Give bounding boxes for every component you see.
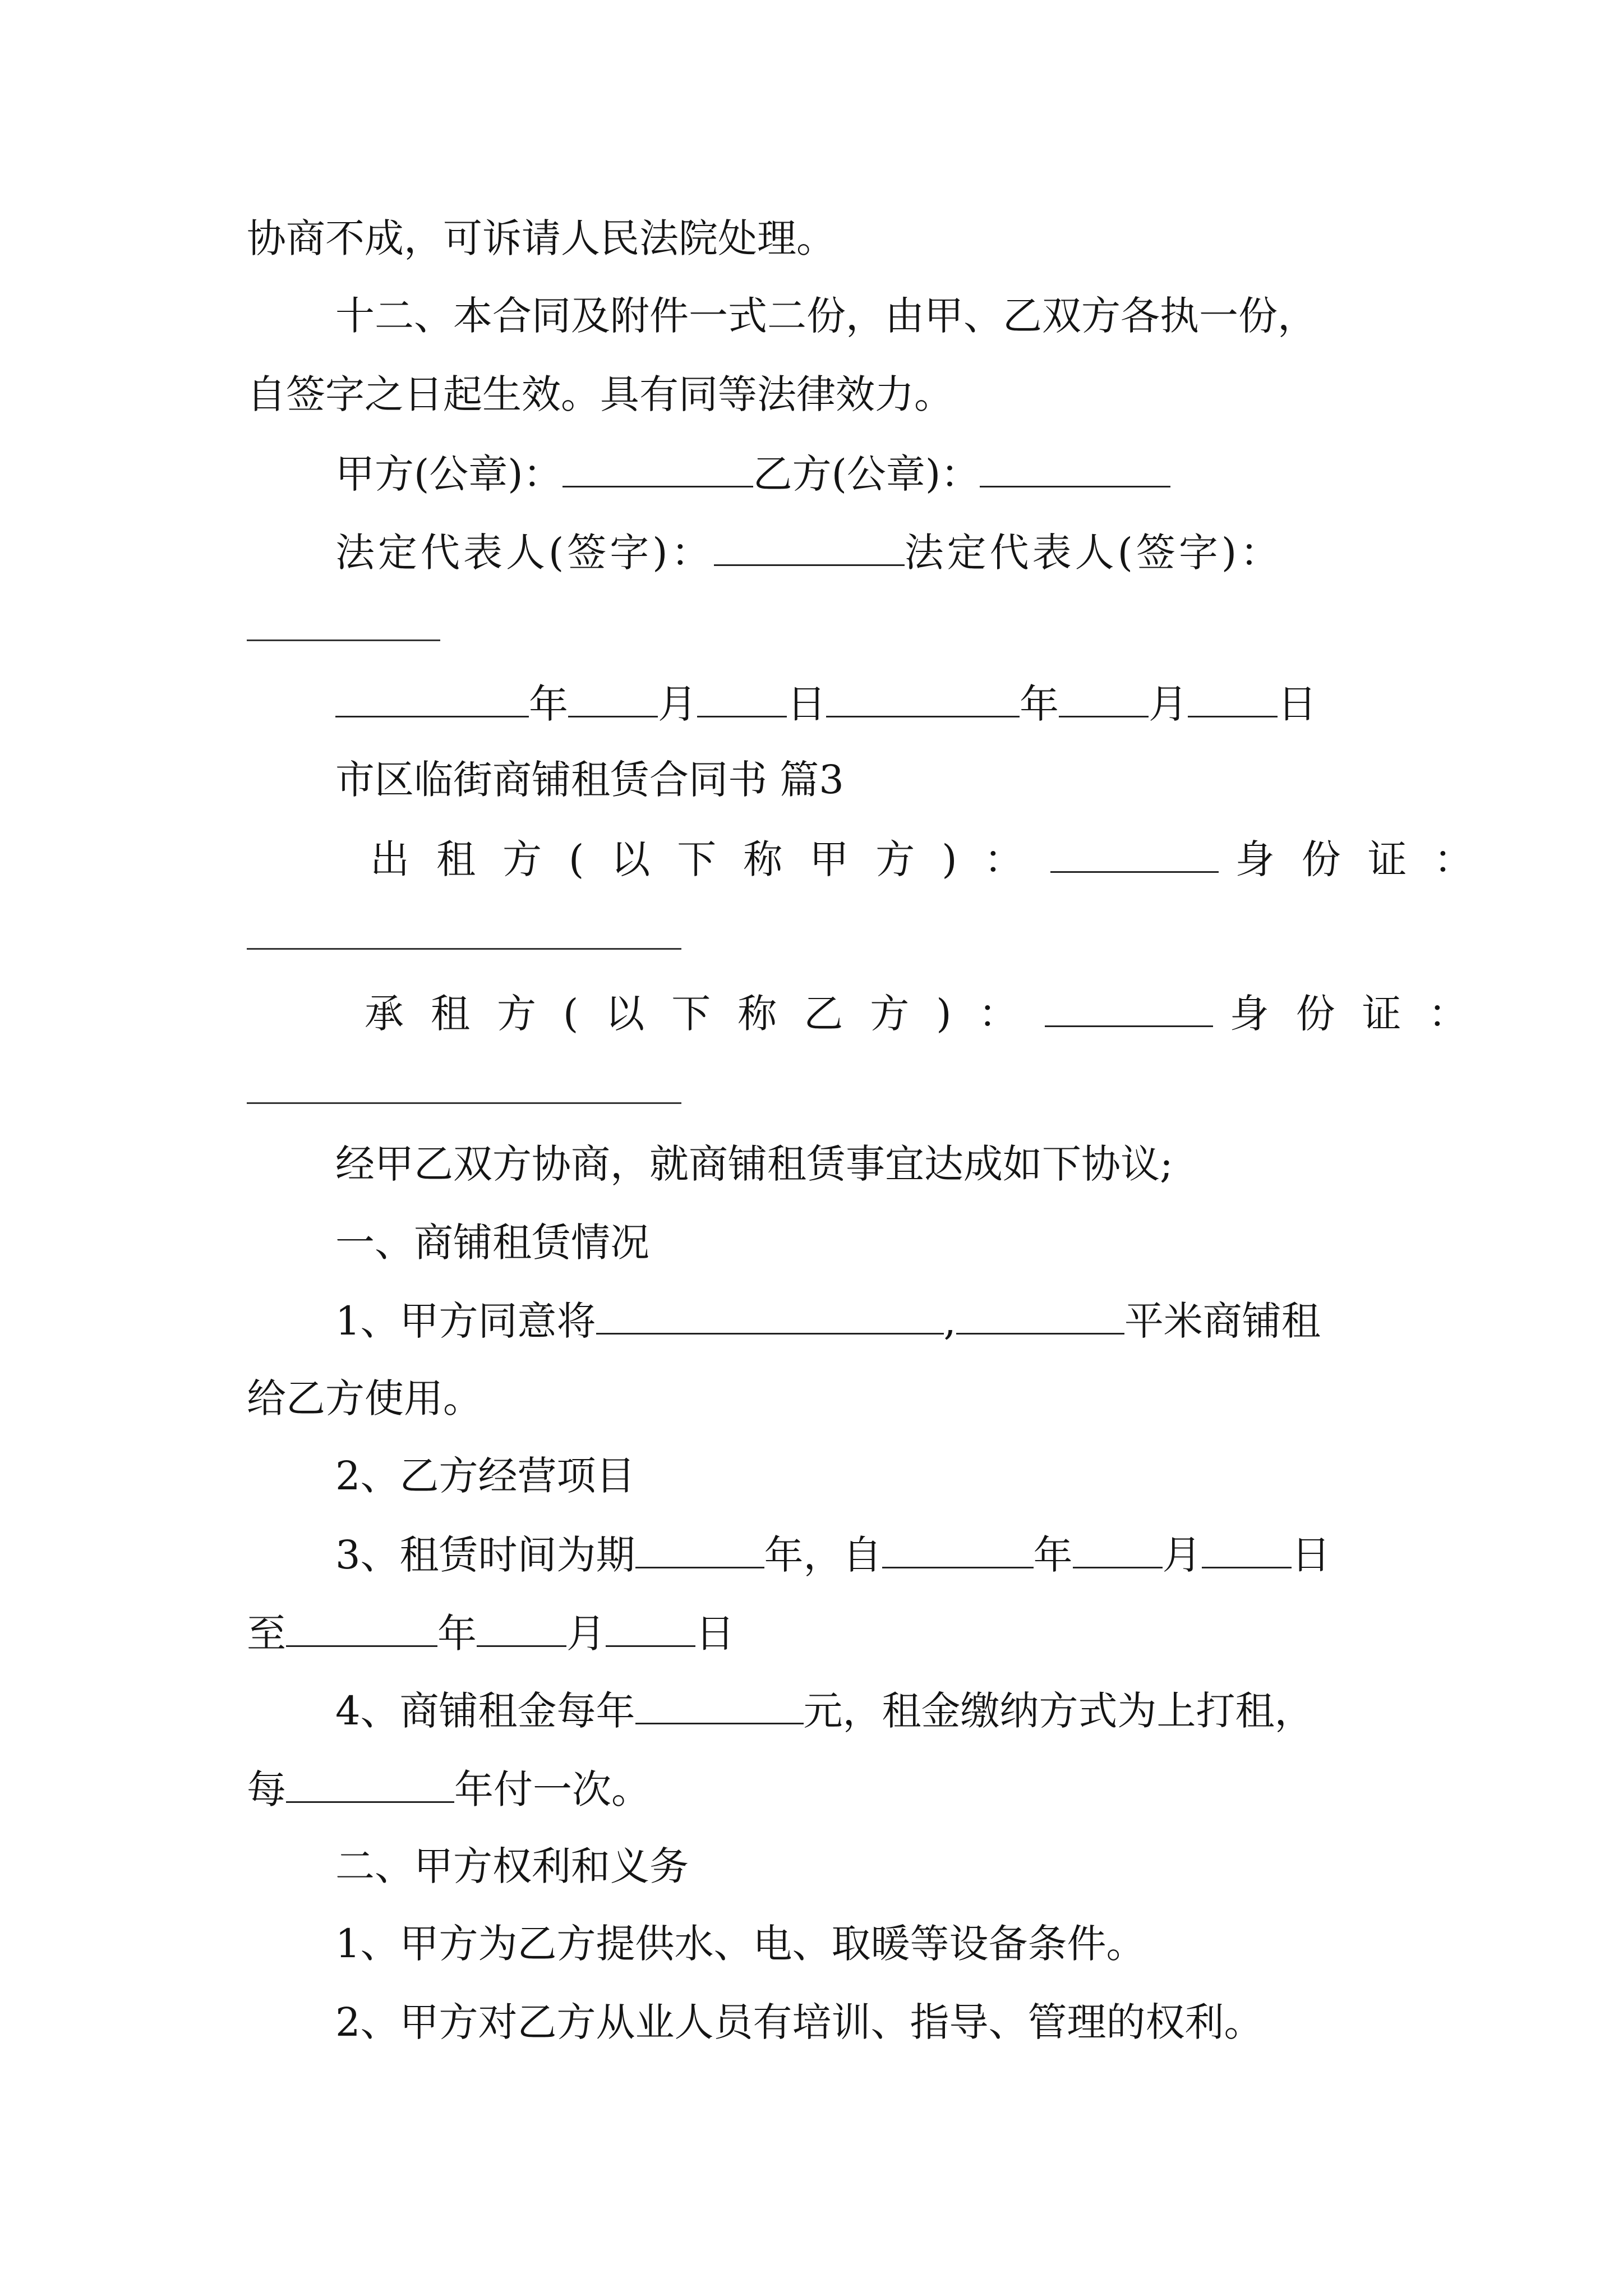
end-day-blank <box>606 1613 695 1647</box>
item-3-line-2: 至 年 月 日 <box>247 1611 735 1657</box>
payment-interval-blank <box>286 1769 454 1803</box>
lessor-id-blank <box>247 948 681 950</box>
shop-location-blank <box>596 1300 944 1335</box>
date-b-month-blank <box>1059 683 1149 717</box>
date-b-year-blank <box>826 683 1020 717</box>
rep-a-blank <box>714 532 905 566</box>
item-2: 2、乙方经营项目 <box>335 1453 635 1499</box>
annual-rent-blank <box>635 1690 804 1724</box>
start-day-blank <box>1202 1534 1292 1568</box>
lessee-id-label: 身份证： <box>1229 991 1495 1037</box>
clause-12-line-2: 自签字之日起生效。具有同等法律效力。 <box>247 371 953 417</box>
party-a-seal-blank <box>562 453 753 487</box>
clause-12-line-1: 十二、本合同及附件一式二份，由甲、乙双方各执一份， <box>335 293 1317 339</box>
start-year-blank <box>882 1534 1034 1568</box>
section-2-heading: 二、甲方权利和义务 <box>335 1843 689 1889</box>
item-1-line-2: 给乙方使用。 <box>247 1375 482 1421</box>
rep-b-label: 法定代表人(签字)： <box>904 530 1283 576</box>
date-a-month-blank <box>568 683 658 717</box>
rep-a-label: 法定代表人(签字)： <box>335 530 714 576</box>
item-1-line-1: 1、甲方同意将 , 平米商铺租 <box>335 1298 1321 1344</box>
section-2-item-2: 2、甲方对乙方从业人员有培训、指导、管理的权利。 <box>335 1999 1264 2045</box>
item-3-line-1: 3、租赁时间为期 年，自 年 月 日 <box>335 1532 1331 1578</box>
item-4-line-1: 4、商铺租金每年 元，租金缴纳方式为上打租， <box>335 1688 1314 1734</box>
lessor-line <box>370 836 1500 882</box>
lessor-name-blank <box>1050 839 1219 873</box>
agreement-intro: 经甲乙双方协商，就商铺租赁事宜达成如下协议; <box>335 1141 1173 1187</box>
lessor-label: 出租方(以下称甲方)： <box>370 836 1050 882</box>
date-b-day-blank <box>1188 683 1278 717</box>
clause-11-end: 协商不成，可诉请人民法院处理。 <box>247 215 836 261</box>
item-4-line-2: 每 年付一次。 <box>247 1766 651 1812</box>
end-year-blank <box>286 1613 437 1647</box>
lessee-name-blank <box>1045 993 1213 1027</box>
date-a-day-blank <box>697 683 787 717</box>
lessee-id-blank <box>247 1102 681 1104</box>
party-a-seal-label: 甲方(公章)： <box>335 451 562 497</box>
representative-line <box>335 530 1283 576</box>
lease-term-blank <box>635 1534 764 1568</box>
lessee-label: 承租方(以下称乙方)： <box>365 991 1045 1037</box>
lessor-id-label: 身份证： <box>1235 836 1500 882</box>
date-line: 年 月 日 年 月 日 <box>335 683 1317 724</box>
end-month-blank <box>477 1613 566 1647</box>
rep-b-blank <box>247 639 440 641</box>
section-2-item-1: 1、甲方为乙方提供水、电、取暖等设备条件。 <box>335 1921 1146 1967</box>
lessee-line <box>365 991 1495 1037</box>
start-month-blank <box>1073 1534 1163 1568</box>
seal-line <box>335 451 1170 497</box>
party-b-seal-blank <box>980 453 1170 487</box>
section-title: 市区临街商铺租赁合同书 篇3 <box>335 757 844 803</box>
date-a-year-blank <box>335 683 529 717</box>
party-b-seal-label: 乙方(公章)： <box>753 451 980 497</box>
section-1-heading: 一、商铺租赁情况 <box>335 1220 649 1266</box>
shop-area-blank <box>956 1300 1124 1335</box>
